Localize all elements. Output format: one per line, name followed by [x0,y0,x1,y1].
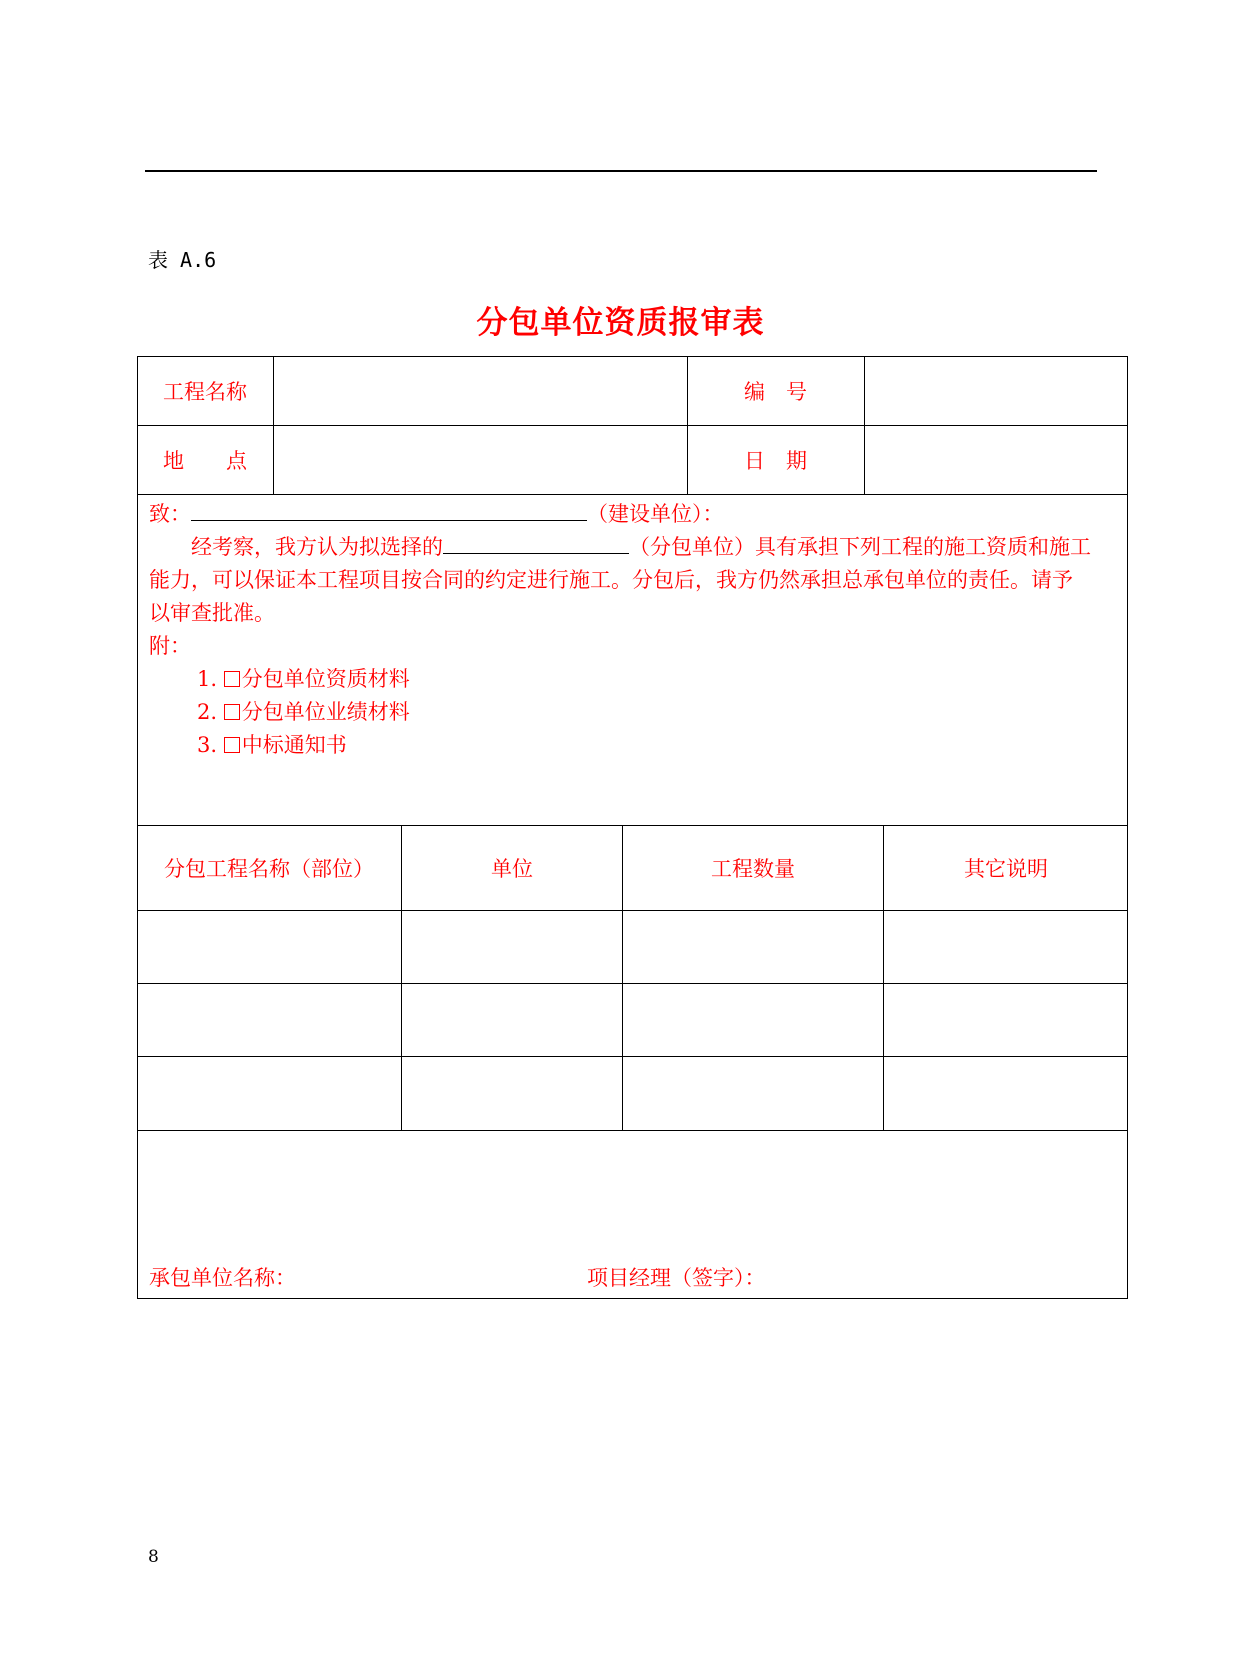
checkbox-icon[interactable] [224,737,240,753]
attachment-item [149,663,1120,696]
to-suffix: （建设单位）： [587,502,724,526]
row-divider [137,494,1128,495]
attachment-item [149,729,1120,762]
attachment-number: 3. [197,733,218,757]
checkbox-icon[interactable] [224,671,240,687]
attachments-label: 附： [149,634,191,658]
page-number: 8 [148,1547,159,1567]
header-rule [145,170,1097,172]
date-label: 日 期 [744,448,807,473]
location-label: 地 点 [163,448,247,473]
para-line-1 [149,531,1120,564]
project-name-label: 工程名称 [163,379,247,404]
location-field[interactable] [274,425,687,494]
checkbox-icon[interactable] [224,704,240,720]
col-header-unit: 单位 [491,856,533,881]
attachment-text: 中标通知书 [241,733,347,757]
subcontractor-blank[interactable] [443,531,629,554]
row-divider [137,910,1128,911]
owner-blank[interactable] [191,498,587,521]
col-header-quantity: 工程数量 [711,856,795,881]
row-divider [137,1130,1128,1131]
letter-body [149,498,1120,762]
para-middle: （分包单位）具有承担下列工程的施工资质和施工 [629,535,1091,559]
col-header-notes: 其它说明 [964,856,1048,881]
number-label: 编 号 [744,379,807,404]
table-number: 表 A.6 [148,248,217,272]
project-name-field[interactable] [274,356,687,425]
manager-label: 项目经理（签字）： [587,1266,766,1290]
form-title: 分包单位资质报审表 [476,305,765,341]
para-line-3: 以审查批准。 [149,601,275,625]
number-field[interactable] [865,356,1128,425]
contractor-label: 承包单位名称： [149,1266,296,1290]
attachment-number: 1. [197,667,218,691]
attachment-item [149,696,1120,729]
form-table [137,356,1128,1299]
row-divider [137,1056,1128,1057]
attachment-number: 2. [197,700,218,724]
addressee-line [149,498,1120,531]
para-line-2: 能力，可以保证本工程项目按合同的约定进行施工。分包后，我方仍然承担总承包单位的责任。请予 [149,568,1073,592]
para-prefix: 经考察，我方认为拟选择的 [191,535,443,559]
to-prefix: 致： [149,502,191,526]
attachment-text: 分包单位资质材料 [241,667,410,691]
date-field[interactable] [865,425,1128,494]
row-divider [137,983,1128,984]
attachment-text: 分包单位业绩材料 [241,700,410,724]
col-header-name: 分包工程名称（部位） [164,856,374,881]
